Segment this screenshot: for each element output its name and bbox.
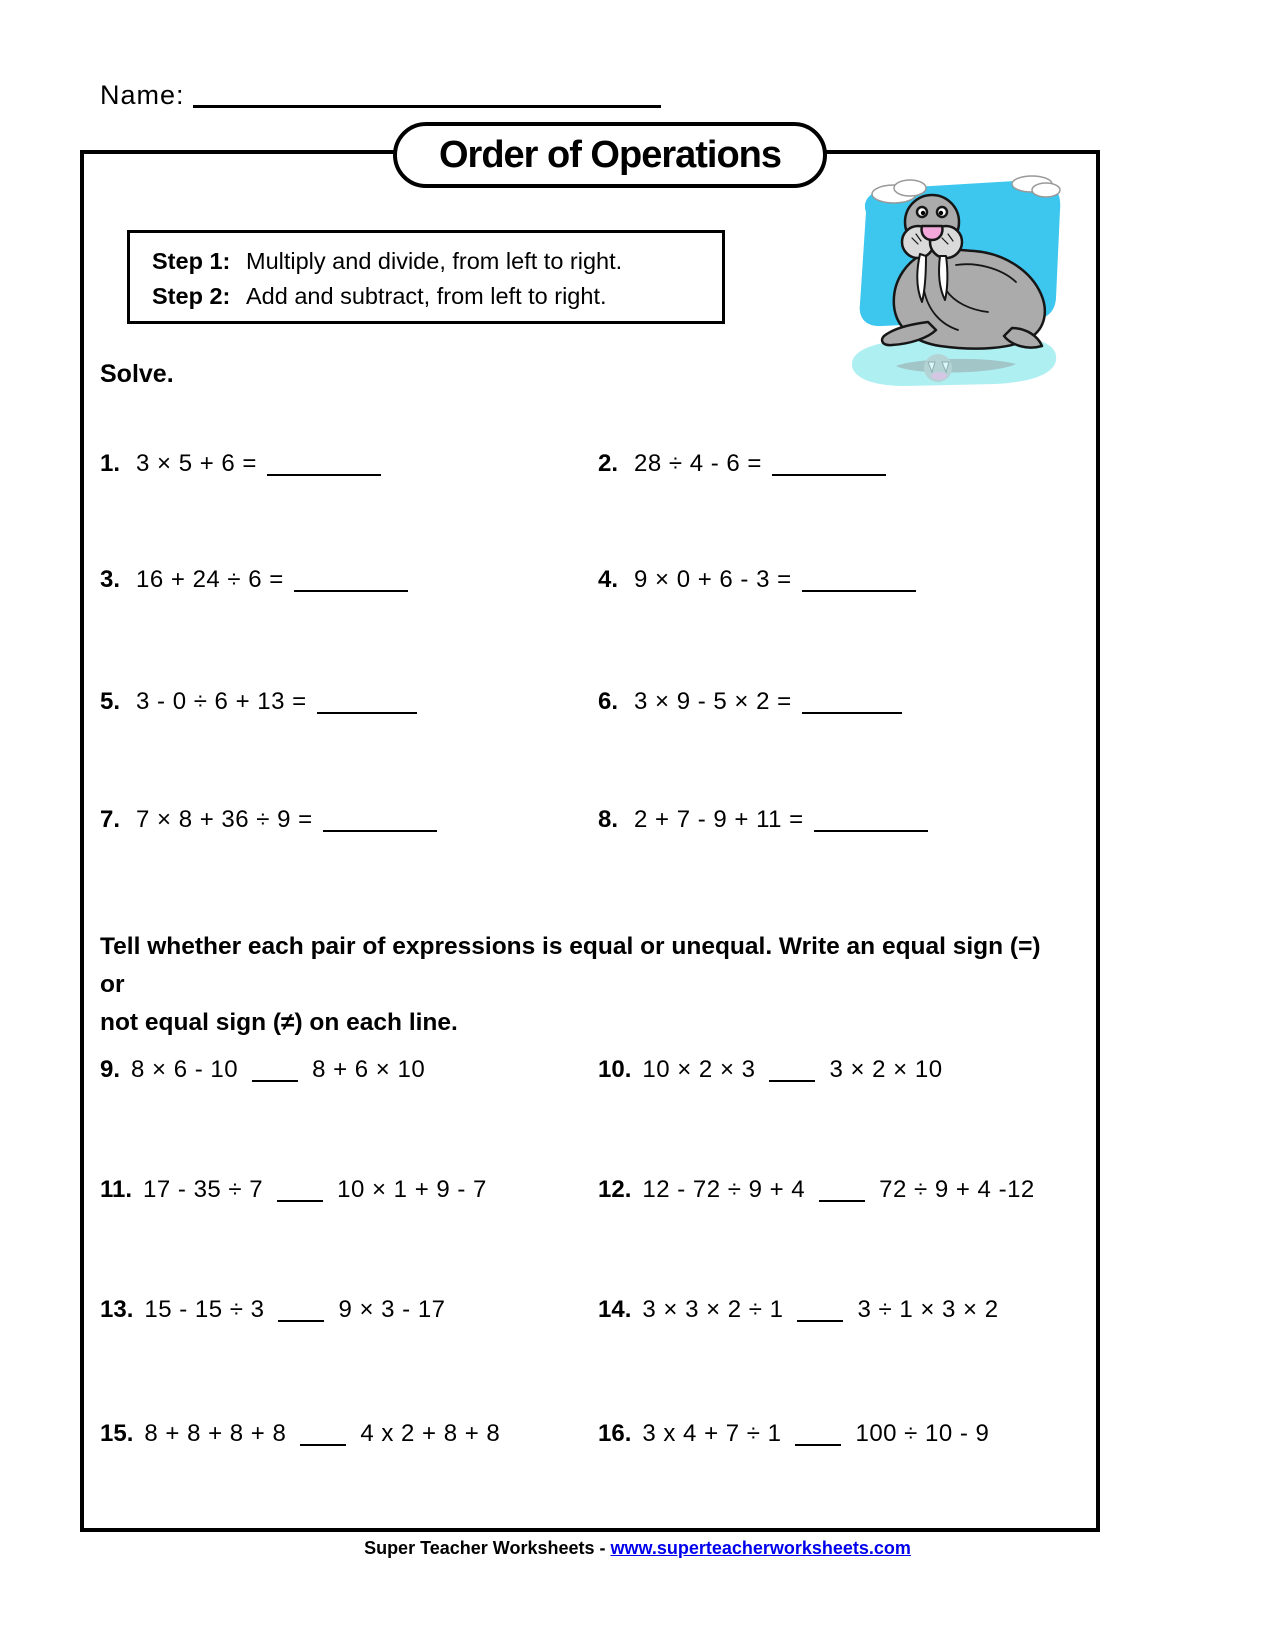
problem-2 xyxy=(598,450,886,478)
problem-number: 4. xyxy=(598,566,619,593)
problem-number: 2. xyxy=(598,450,619,477)
expression-left: 8 × 6 - 10 xyxy=(131,1056,239,1083)
problem-7 xyxy=(100,806,437,834)
step-2-text: Add and subtract, from left to right. xyxy=(246,283,607,309)
problem-10 xyxy=(598,1056,943,1084)
problem-number: 1. xyxy=(100,450,121,477)
problem-16 xyxy=(598,1420,989,1448)
walrus-clipart xyxy=(836,170,1064,392)
expression-right: 4 x 2 + 8 + 8 xyxy=(360,1420,501,1447)
comparison-blank[interactable] xyxy=(769,1060,815,1082)
name-input-line[interactable] xyxy=(193,81,661,108)
expression-right: 8 + 6 × 10 xyxy=(312,1056,426,1083)
instructions-line-1: Tell whether each pair of expressions is equal or unequal. Write an equal sign (=) or xyxy=(100,933,1041,998)
expression-right: 10 × 1 + 9 - 7 xyxy=(337,1176,487,1203)
problem-expression: 3 × 9 - 5 × 2 = xyxy=(634,688,792,715)
problem-expression: 3 - 0 ÷ 6 + 13 = xyxy=(136,688,307,715)
expression-right: 9 × 3 - 17 xyxy=(338,1296,446,1323)
comparison-blank[interactable] xyxy=(277,1180,323,1202)
compare-row-1 xyxy=(0,1056,1275,1092)
problem-8 xyxy=(598,806,928,834)
expression-left: 15 - 15 ÷ 3 xyxy=(144,1296,265,1323)
problem-expression: 16 + 24 ÷ 6 = xyxy=(136,566,284,593)
solve-row-4 xyxy=(0,806,1275,842)
expression-left: 8 + 8 + 8 + 8 xyxy=(144,1420,287,1447)
problem-4 xyxy=(598,566,916,594)
problem-number: 9. xyxy=(100,1056,121,1083)
problem-1 xyxy=(100,450,381,478)
step-1-text: Multiply and divide, from left to right. xyxy=(246,248,623,274)
expression-left: 17 - 35 ÷ 7 xyxy=(143,1176,264,1203)
problem-5 xyxy=(100,688,417,716)
problem-number: 15. xyxy=(100,1420,134,1447)
comparison-blank[interactable] xyxy=(300,1424,346,1446)
instructions-line-2: not equal sign (≠) on each line. xyxy=(100,1009,458,1036)
problem-number: 7. xyxy=(100,806,121,833)
problem-expression: 9 × 0 + 6 - 3 = xyxy=(634,566,792,593)
problem-number: 13. xyxy=(100,1296,134,1323)
answer-blank[interactable] xyxy=(267,454,381,476)
answer-blank[interactable] xyxy=(294,570,408,592)
comparison-blank[interactable] xyxy=(795,1424,841,1446)
step-2-line xyxy=(152,279,722,314)
answer-blank[interactable] xyxy=(317,692,417,714)
expression-left: 3 x 4 + 7 ÷ 1 xyxy=(642,1420,782,1447)
name-row xyxy=(100,80,661,111)
comparison-blank[interactable] xyxy=(797,1300,843,1322)
step-2-label: Step 2: xyxy=(152,283,231,309)
answer-blank[interactable] xyxy=(323,810,437,832)
solve-row-2 xyxy=(0,566,1275,602)
expression-left: 10 × 2 × 3 xyxy=(642,1056,756,1083)
problem-number: 10. xyxy=(598,1056,632,1083)
name-label: Name: xyxy=(100,80,185,110)
problem-12 xyxy=(598,1176,1035,1204)
problem-15 xyxy=(100,1420,500,1448)
expression-right: 100 ÷ 10 - 9 xyxy=(855,1420,990,1447)
expression-left: 3 × 3 × 2 ÷ 1 xyxy=(642,1296,784,1323)
footer-link[interactable]: www.superteacherworksheets.com xyxy=(610,1538,911,1558)
problem-number: 6. xyxy=(598,688,619,715)
problem-expression: 7 × 8 + 36 ÷ 9 = xyxy=(136,806,313,833)
solve-row-3 xyxy=(0,688,1275,724)
problem-number: 3. xyxy=(100,566,121,593)
expression-right: 72 ÷ 9 + 4 -12 xyxy=(879,1176,1035,1203)
problem-13 xyxy=(100,1296,446,1324)
problem-expression: 3 × 5 + 6 = xyxy=(136,450,257,477)
expression-right: 3 ÷ 1 × 3 × 2 xyxy=(857,1296,999,1323)
problem-number: 14. xyxy=(598,1296,632,1323)
solve-heading: Solve. xyxy=(100,360,174,388)
compare-row-3 xyxy=(0,1296,1275,1332)
footer xyxy=(0,1538,1275,1559)
problem-number: 16. xyxy=(598,1420,632,1447)
steps-box xyxy=(127,230,725,324)
expression-right: 3 × 2 × 10 xyxy=(829,1056,943,1083)
step-1-line xyxy=(152,244,722,279)
problem-expression: 2 + 7 - 9 + 11 = xyxy=(634,806,804,833)
answer-blank[interactable] xyxy=(802,570,916,592)
problem-number: 5. xyxy=(100,688,121,715)
problem-number: 8. xyxy=(598,806,619,833)
answer-blank[interactable] xyxy=(802,692,902,714)
expression-left: 12 - 72 ÷ 9 + 4 xyxy=(642,1176,806,1203)
problem-14 xyxy=(598,1296,999,1324)
problem-expression: 28 ÷ 4 - 6 = xyxy=(634,450,762,477)
problem-number: 11. xyxy=(100,1176,133,1203)
page-title: Order of Operations xyxy=(393,122,827,188)
compare-row-2 xyxy=(0,1176,1275,1212)
step-1-label: Step 1: xyxy=(152,248,231,274)
solve-row-1 xyxy=(0,450,1275,486)
answer-blank[interactable] xyxy=(772,454,886,476)
answer-blank[interactable] xyxy=(814,810,928,832)
comparison-blank[interactable] xyxy=(252,1060,298,1082)
problem-number: 12. xyxy=(598,1176,632,1203)
comparison-blank[interactable] xyxy=(819,1180,865,1202)
footer-text: Super Teacher Worksheets - xyxy=(364,1538,611,1558)
problem-11 xyxy=(100,1176,487,1204)
walrus-nose xyxy=(922,226,943,240)
problem-3 xyxy=(100,566,408,594)
problem-6 xyxy=(598,688,902,716)
compare-row-4 xyxy=(0,1420,1275,1456)
comparison-blank[interactable] xyxy=(278,1300,324,1322)
problem-9 xyxy=(100,1056,425,1084)
compare-instructions xyxy=(100,928,1070,1042)
